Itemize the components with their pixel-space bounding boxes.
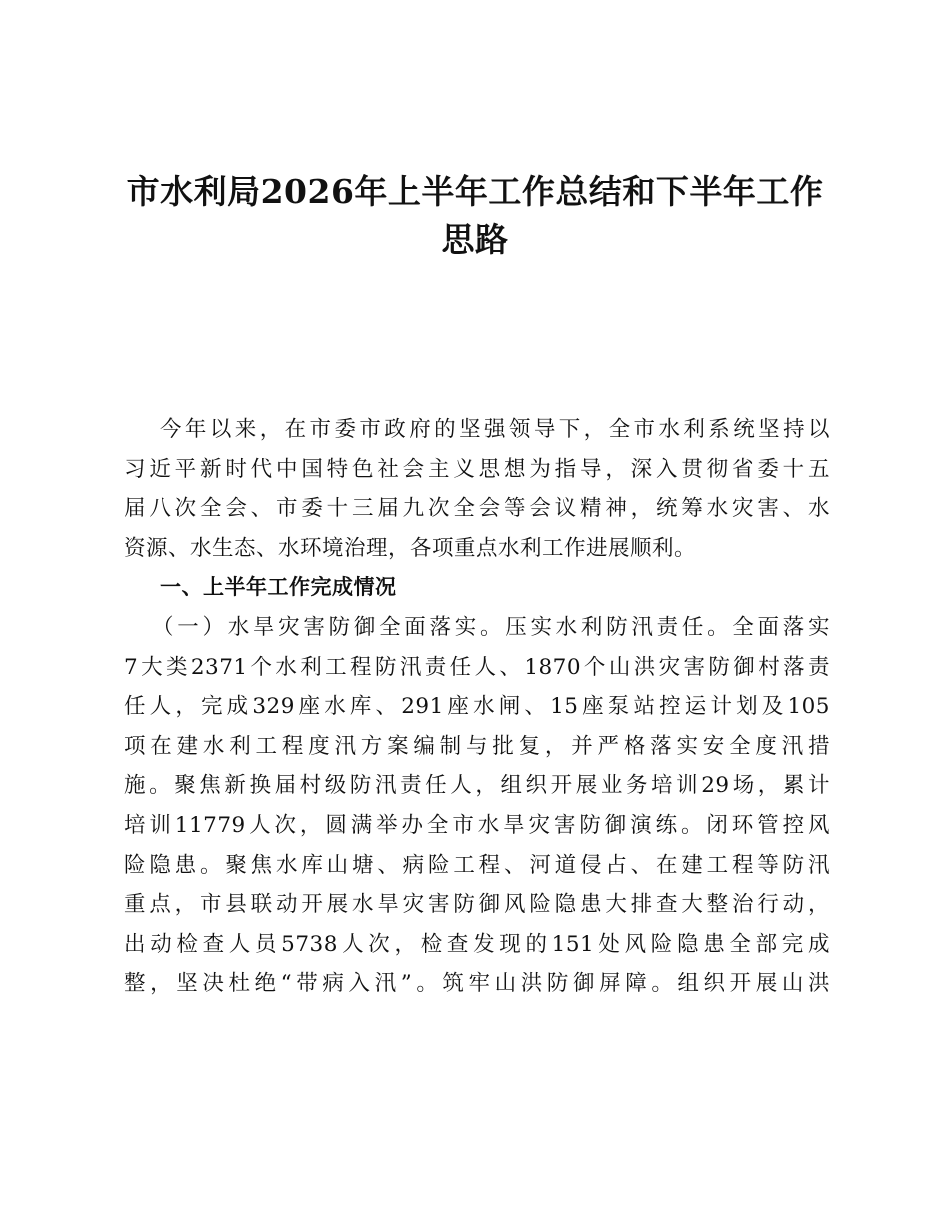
- section-1-line: 7大类2371个水利工程防汛责任人、1870个山洪灾害防御村落责: [124, 654, 830, 680]
- intro-line: 习近平新时代中国特色社会主义思想为指导，深入贯彻省委十五: [124, 456, 830, 482]
- intro-line: 今年以来，在市委市政府的坚强领导下，全市水利系统坚持以: [160, 417, 830, 442]
- section-1-paragraph: [124, 608, 830, 1004]
- section-1-line: 培训11779人次，圆满举办全市水旱灾害防御演练。闭环管控风: [124, 812, 830, 838]
- section-1-line: （一）水旱灾害防御全面落实。压实水利防汛责任。全面落实: [152, 614, 830, 640]
- section-1-line: 任人，完成329座水库、291座水闸、15座泵站控运计划及105: [124, 694, 830, 720]
- section-heading: 一、上半年工作完成情况: [160, 575, 397, 600]
- intro-line: 届八次全会、市委十三届九次全会等会议精神，统筹水灾害、水: [124, 496, 830, 522]
- section-1-line: 险隐患。聚焦水库山塘、病险工程、河道侵占、在建工程等防汛: [124, 852, 830, 878]
- title-line-1: 市水利局2026年上半年工作总结和下半年工作: [126, 172, 824, 211]
- intro-line: 资源、水生态、水环境治理，各项重点水利工作进展顺利。: [124, 535, 697, 561]
- section-1-line: 项在建水利工程度汛方案编制与批复，并严格落实安全度汛措: [124, 733, 830, 759]
- document-body: [124, 410, 830, 1004]
- section-1-line: 整，坚决杜绝“带病入汛”。筑牢山洪防御屏障。组织开展山洪: [124, 971, 830, 997]
- title-line-2: 思路: [441, 220, 509, 259]
- section-1-line: 出动检查人员5738人次，检查发现的151处风险隐患全部完成: [124, 931, 830, 957]
- intro-paragraph: [124, 410, 830, 568]
- document-title: [120, 168, 830, 264]
- section-1-line: 施。聚焦新换届村级防汛责任人，组织开展业务培训29场，累计: [124, 773, 830, 799]
- section-1-line: 重点，市县联动开展水旱灾害防御风险隐患大排查大整治行动，: [124, 892, 830, 918]
